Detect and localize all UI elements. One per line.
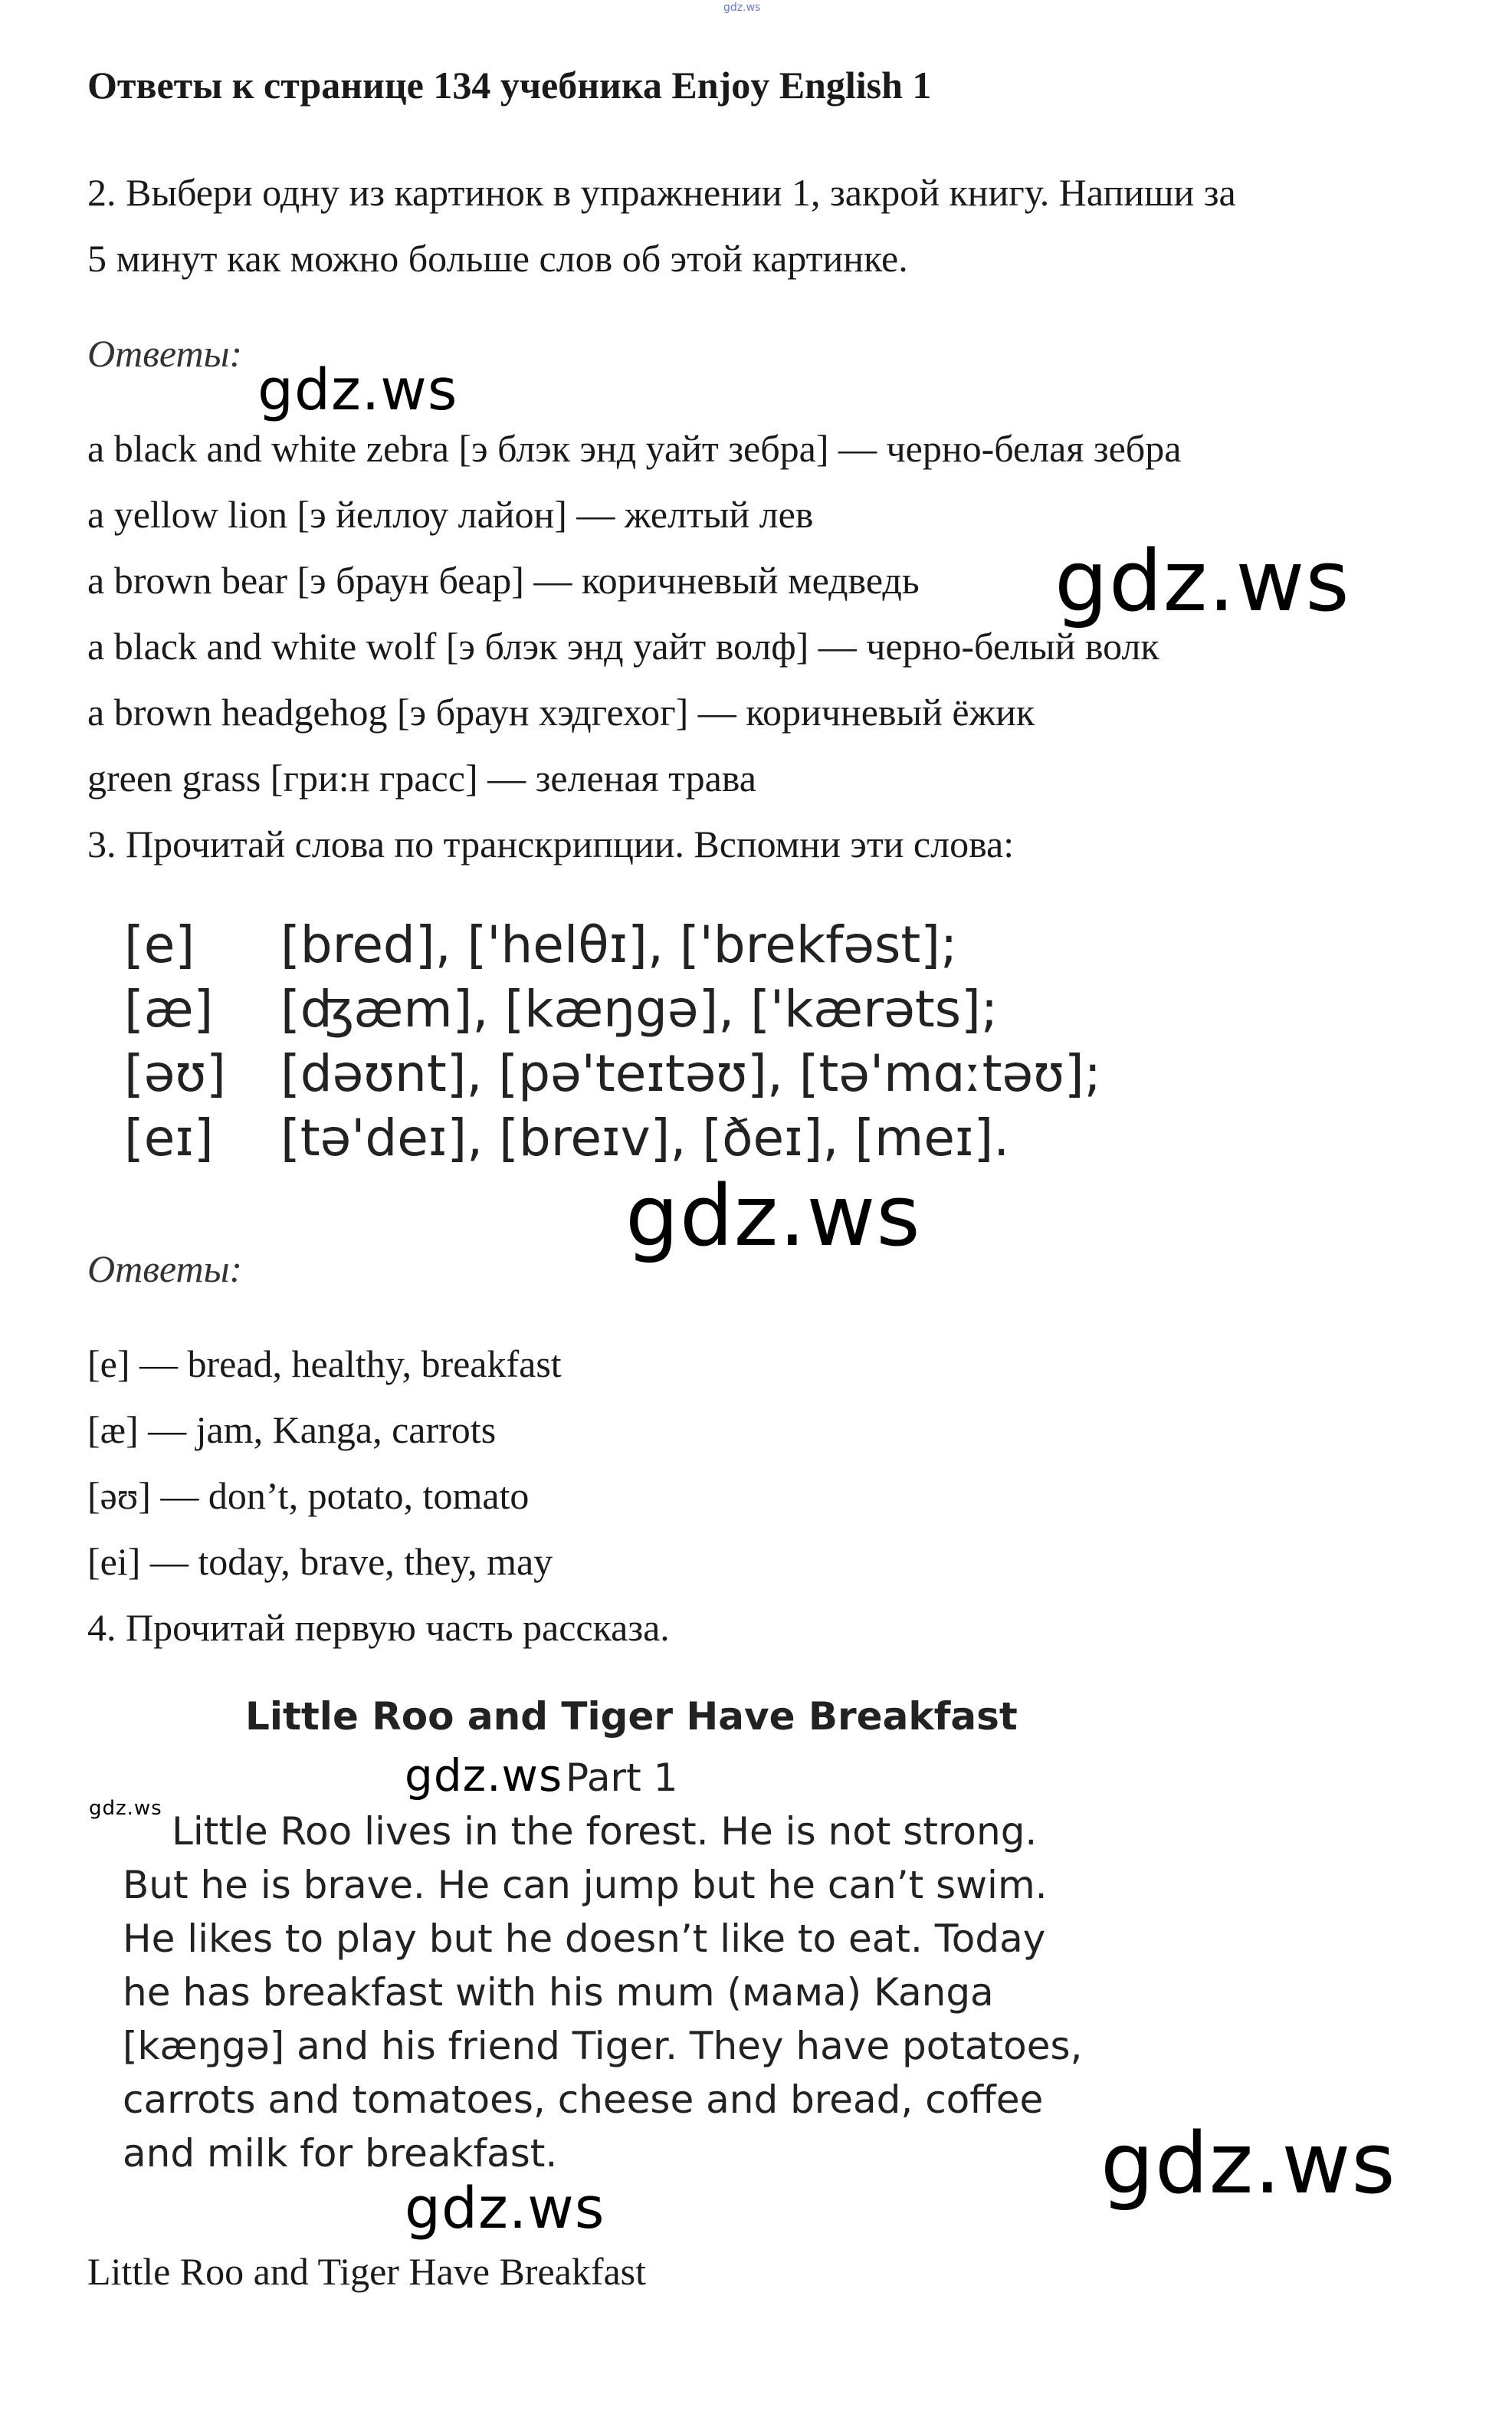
transcription-key: [æ] [124, 980, 214, 1039]
transcription-key: [eɪ] [124, 1108, 214, 1168]
task3-heading: 3. Прочитай слова по транскрипции. Вспомни эти слова: [87, 823, 1015, 865]
task2-answer-3: a brown bear [э браун беар] — коричневый медведь [87, 559, 920, 602]
story-line: carrots and tomatoes, cheese and bread, coffee [123, 2077, 1044, 2122]
task2-answers-label: Ответы: [87, 332, 243, 375]
watermark: gdz.ws [1054, 532, 1350, 630]
task4-heading: 4. Прочитай первую часть рассказа. [87, 1606, 670, 1649]
task2-answer-1: a black and white zebra [э блэк энд уайт зебра] — черно-белая зебра [87, 427, 1182, 470]
transcription-words: [dəʊnt], [pə'teɪtəʊ], [tə'mɑːtəʊ]; [280, 1044, 1101, 1103]
transcription-words: [tə'deɪ], [breɪv], [ðeɪ], [meɪ]. [280, 1108, 1010, 1168]
task3-answer-2: [æ] — jam, Kanga, carrots [87, 1408, 497, 1451]
task3-answer-4: [ei] — today, brave, they, may [87, 1540, 553, 1583]
watermark: gdz.ws [257, 357, 458, 423]
watermark-top: gdz.ws [723, 2, 761, 14]
transcription-key: [e] [124, 915, 195, 974]
task2-line2: 5 минут как можно больше слов об этой картинке. [87, 237, 908, 280]
story-caption: Little Roo and Tiger Have Breakfast [87, 2250, 647, 2293]
watermark: gdz.ws [89, 1797, 162, 1820]
story-line: But he is brave. He can jump but he can’t swim. [123, 1863, 1048, 1907]
task3-answer-1: [e] — bread, healthy, breakfast [87, 1342, 562, 1385]
story-line: he has breakfast with his mum (мама) Kanga [123, 1970, 994, 2015]
transcription-key: [əʊ] [124, 1044, 226, 1103]
task2-answer-2: a yellow lion [э йеллоу лайон] — желтый лев [87, 493, 814, 536]
page-title: Ответы к странице 134 учебника Enjoy English 1 [87, 64, 932, 107]
watermark: gdz.ws [405, 2176, 605, 2242]
task3-answer-3: [əʊ] — don’t, potato, tomato [87, 1474, 530, 1517]
story-line: Little Roo lives in the forest. He is not strong. [172, 1809, 1038, 1854]
watermark: gdz.ws [1100, 2114, 1396, 2212]
story-line: He likes to play but he doesn’t like to eat. Today [123, 1916, 1046, 1961]
task2-answer-4: a black and white wolf [э блэк энд уайт волф] — черно-белый волк [87, 625, 1159, 668]
story-line: [kæŋgə] and his friend Tiger. They have potatoes, [123, 2024, 1083, 2068]
transcription-words: [ʤæm], [kæŋgə], ['kærəts]; [280, 980, 999, 1039]
transcription-words: [bred], ['helθɪ], ['brekfəst]; [280, 915, 958, 974]
task2-answer-5: a brown headgehog [э браун хэдгехог] — коричневый ёжик [87, 691, 1035, 734]
watermark: gdz.ws [625, 1167, 921, 1265]
task2-answer-6: green grass [гри:н грасс] — зеленая трава [87, 757, 756, 800]
story-line: and milk for breakfast. [123, 2131, 558, 2176]
task2-line1: 2. Выбери одну из картинок в упражнении 1, закрой книгу. Напиши за [87, 171, 1236, 214]
story-part: Part 1 [566, 1755, 678, 1800]
watermark: gdz.ws [405, 1749, 563, 1801]
story-title: Little Roo and Tiger Have Breakfast [245, 1694, 1018, 1739]
task3-answers-label: Ответы: [87, 1247, 243, 1290]
